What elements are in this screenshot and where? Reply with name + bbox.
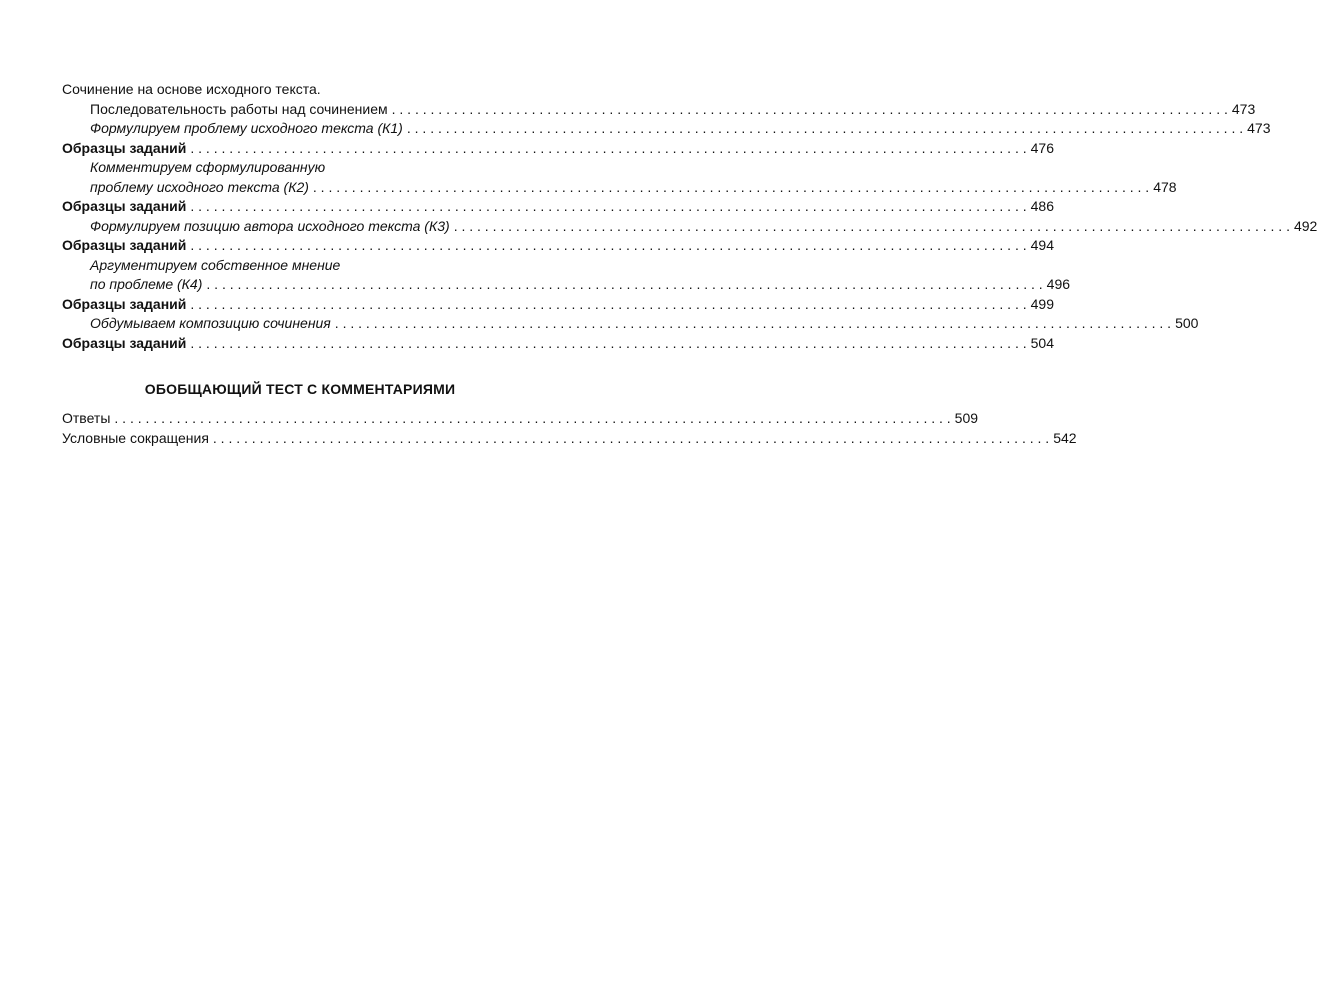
- toc-entry-page: 500: [1175, 315, 1199, 331]
- toc-entry-title-line1: Аргументируем собственное мнение: [90, 256, 341, 273]
- toc-entry: [62, 119, 1271, 139]
- toc-intro-heading: [62, 80, 538, 100]
- dot-leader: [190, 139, 1026, 159]
- toc-entry-line1: [62, 158, 538, 178]
- toc-entry-title: по проблеме (К4): [90, 276, 203, 292]
- toc-entry-page: 494: [1030, 237, 1054, 253]
- toc-entry-page: 509: [954, 410, 979, 426]
- toc-entry-page: 486: [1030, 198, 1054, 214]
- dot-leader: [206, 275, 1042, 295]
- dot-leader: [190, 295, 1026, 315]
- toc-entry-title: Образцы заданий: [62, 295, 187, 312]
- toc-entry-page: 476: [1030, 139, 1054, 156]
- toc-entry: [62, 409, 979, 429]
- toc-entry-page: 504: [1030, 334, 1054, 351]
- toc-entry: [62, 217, 1317, 237]
- dot-leader: [335, 314, 1171, 334]
- toc-entry: [62, 295, 1054, 315]
- dot-leader: [392, 100, 1228, 120]
- toc-entry: [62, 275, 1071, 295]
- toc-intro-heading-text: Сочинение на основе исходного текста.: [62, 81, 321, 97]
- toc-entry-title: Образцы заданий: [62, 198, 187, 214]
- toc-entry-page: 473: [1231, 100, 1256, 117]
- toc-entry-title: Ответы: [62, 410, 111, 426]
- dot-leader: [190, 197, 1026, 217]
- dot-leader: [454, 217, 1290, 237]
- toc-entry-page: 496: [1046, 276, 1071, 292]
- toc-entry-title: Формулируем позицию автора исходного текста (К3): [90, 217, 450, 234]
- toc-entry-page: 478: [1153, 178, 1177, 195]
- dot-leader: [407, 119, 1243, 139]
- toc-entry-title: Образцы заданий: [62, 237, 187, 253]
- toc-entry-title: Формулируем проблему исходного текста (К1): [90, 120, 403, 136]
- toc-entry-page: 542: [1053, 429, 1077, 446]
- toc-entry-page: 499: [1030, 295, 1054, 312]
- toc-entry-title: Последовательность работы над сочинением: [90, 100, 388, 117]
- toc-entry-title-line1: Комментируем сформулированную: [90, 159, 326, 175]
- toc-entry: [62, 236, 1054, 256]
- toc-entry-title: Образцы заданий: [62, 139, 187, 156]
- toc-entry-line1: [62, 256, 538, 276]
- toc-entry: [62, 178, 1177, 198]
- toc-entry-title: Условные сокращения: [62, 429, 209, 446]
- dot-leader: [213, 429, 1049, 449]
- toc-entry: [62, 100, 1256, 120]
- dot-leader: [114, 409, 950, 429]
- dot-leader: [190, 334, 1026, 354]
- table-of-contents: [62, 80, 1317, 448]
- toc-entry: [62, 429, 1077, 449]
- toc-entry-page: 473: [1247, 120, 1271, 136]
- toc-entry: [62, 197, 1054, 217]
- dot-leader: [313, 178, 1149, 198]
- toc-entry-title: Обдумываем композицию сочинения: [90, 315, 331, 331]
- dot-leader: [190, 236, 1026, 256]
- section-heading: ОБОБЩАЮЩИЙ ТЕСТ С КОММЕНТАРИЯМИ: [144, 381, 456, 397]
- toc-entry: [62, 334, 1054, 354]
- toc-entry: [62, 139, 1054, 159]
- toc-entry-title: проблему исходного текста (К2): [90, 178, 309, 195]
- toc-entry-title: Образцы заданий: [62, 334, 187, 351]
- toc-entry-page: 492: [1293, 217, 1317, 234]
- toc-entry: [62, 314, 1199, 334]
